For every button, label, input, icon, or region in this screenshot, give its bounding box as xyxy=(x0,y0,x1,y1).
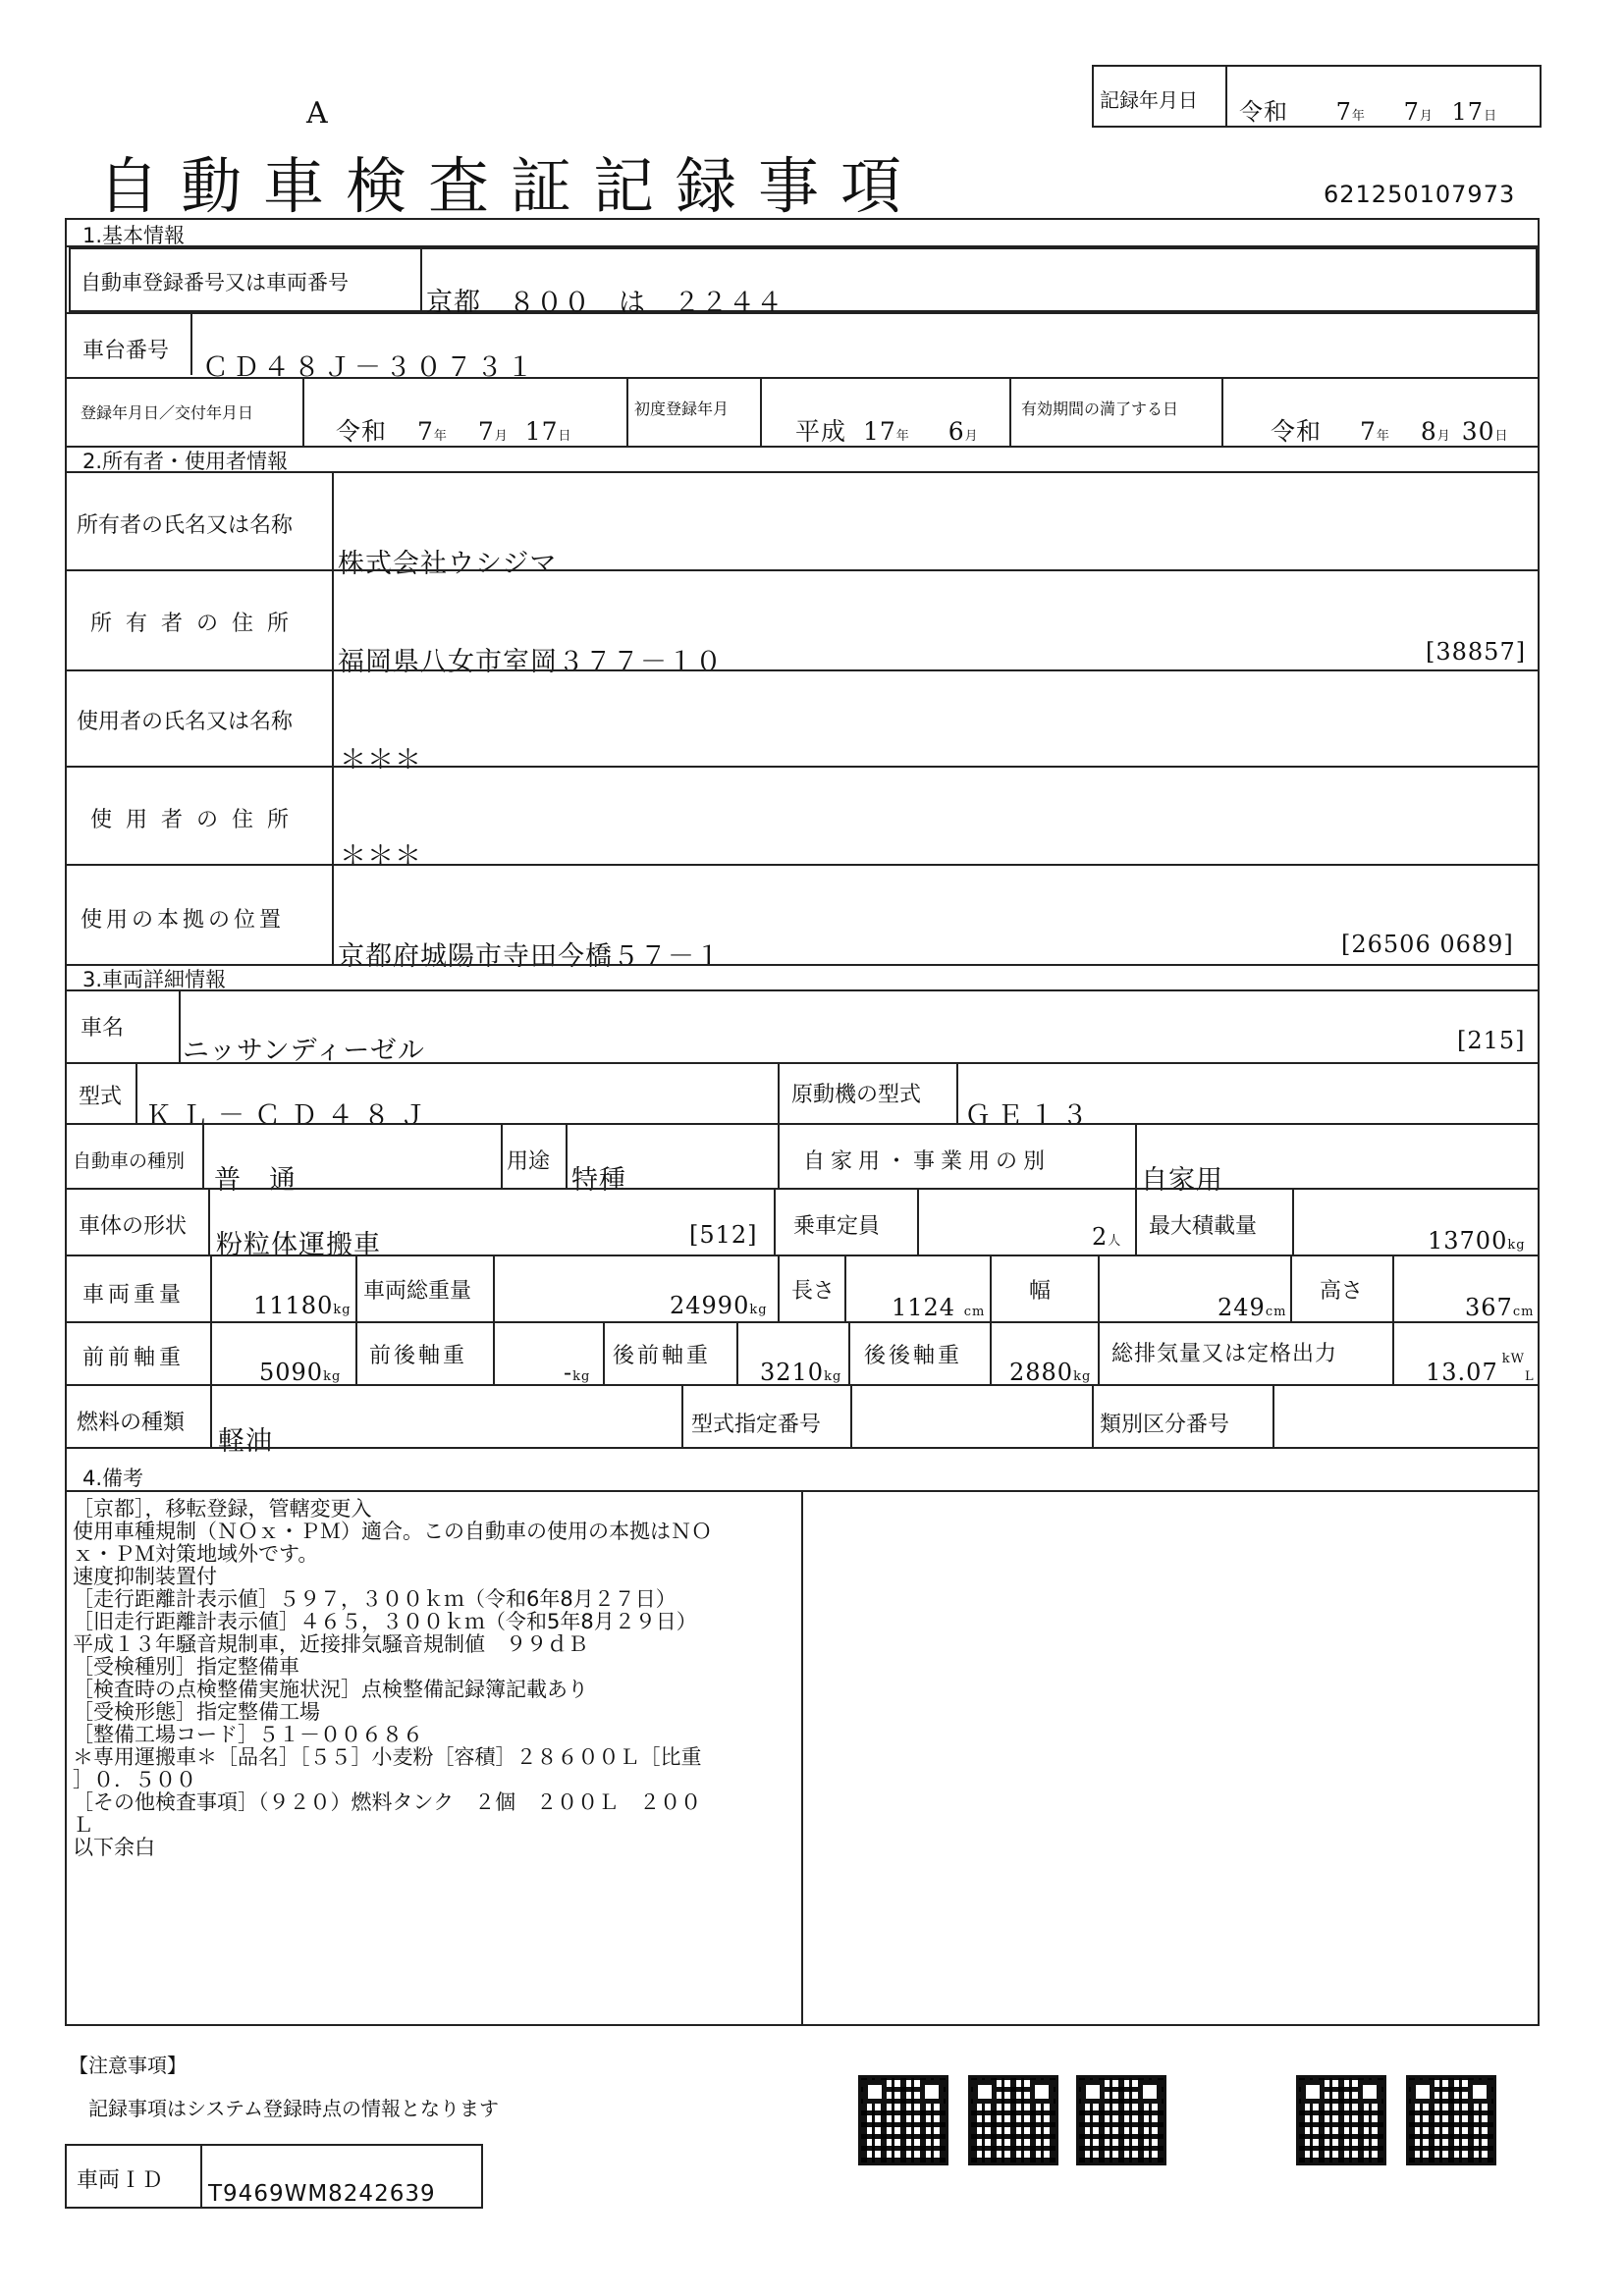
remark-line: ［受検種別］指定整備車 xyxy=(73,1655,299,1679)
category-label: 類別区分番号 xyxy=(1100,1413,1230,1437)
private-label: 自家用・事業用の別 xyxy=(803,1149,1052,1174)
section-1-title: 1.基本情報 xyxy=(82,224,186,247)
make: ニッサンディーゼル xyxy=(183,1036,425,1066)
length-label: 長さ xyxy=(791,1279,836,1304)
owner-name-label: 所有者の氏名又は名称 xyxy=(77,513,294,538)
vehicle-id-label: 車両ＩＤ xyxy=(77,2168,164,2193)
use: 特種 xyxy=(571,1165,626,1196)
section-2-title: 2.所有者・使用者情報 xyxy=(82,450,289,473)
private: 自家用 xyxy=(1141,1165,1223,1196)
max-load: 13700kg xyxy=(1428,1227,1526,1255)
vehicle-type-label: 自動車の種別 xyxy=(73,1150,186,1172)
vehicle-type: 普 通 xyxy=(214,1165,297,1196)
body-shape: 粉粒体運搬車 xyxy=(216,1230,381,1260)
remark-line: ［検査時の点検整備実施状況］点検整備記録簿記載あり xyxy=(73,1678,588,1701)
vehicle-weight: 11180kg xyxy=(253,1292,352,1319)
user-name: ＊＊＊ xyxy=(340,745,422,775)
remark-line: ｘ・ＰＭ対策地域外です。 xyxy=(73,1542,319,1566)
fuel-label: 燃料の種類 xyxy=(77,1411,186,1435)
gross-weight-label: 車両総重量 xyxy=(363,1279,472,1304)
remarks-list xyxy=(73,1498,799,1859)
base-location-code: [26506 0689] xyxy=(1341,931,1514,958)
use-label: 用途 xyxy=(507,1149,551,1174)
owner-address: 福岡県八女市室岡３７７－１０ xyxy=(338,647,723,677)
height-label: 高さ xyxy=(1320,1279,1364,1304)
qr-code-2 xyxy=(968,2075,1058,2165)
owner-address-code: [38857] xyxy=(1426,638,1527,666)
model-label: 型式 xyxy=(79,1085,123,1109)
remark-line: 使用車種規制（ＮＯｘ・ＰＭ）適合。この自動車の使用の本拠はＮＯ xyxy=(73,1520,712,1543)
width: 249cm xyxy=(1218,1294,1287,1321)
reg-date: 令和 7年 7月 17日 xyxy=(336,417,572,446)
qr-code-3 xyxy=(1076,2075,1166,2165)
displacement: 13.07 $^{kW}$L xyxy=(1426,1352,1535,1386)
rf-axle: 3210kg xyxy=(760,1359,842,1386)
displacement-label: 総排気量又は定格出力 xyxy=(1111,1342,1338,1366)
qr-code-4 xyxy=(1296,2075,1386,2165)
first-reg-date: 平成 17年 6月 xyxy=(795,417,979,446)
remark-line: ［その他検査事項］（９２０）燃料タンク ２個 ２００Ｌ ２００ xyxy=(73,1790,702,1814)
engine: ＧＥ１３ xyxy=(964,1100,1094,1131)
rr-axle: 2880kg xyxy=(1009,1359,1092,1386)
reg-number-label: 自動車登録番号又は車両番号 xyxy=(81,271,349,294)
record-date-label: 記録年月日 xyxy=(1100,88,1198,112)
reg-number: 京都 ８００ は ２２４４ xyxy=(426,288,784,318)
max-load-label: 最大積載量 xyxy=(1149,1214,1258,1239)
model: ＫＬ－ＣＤ４８Ｊ xyxy=(145,1100,436,1131)
record-date: 令和 7年 7月 17日 xyxy=(1239,98,1498,126)
width-label: 幅 xyxy=(1029,1279,1052,1304)
fr-axle-label: 前後軸重 xyxy=(369,1344,468,1368)
capacity-label: 乗車定員 xyxy=(793,1214,881,1239)
remark-line: ］０．５００ xyxy=(73,1768,196,1791)
notice-text: 記録事項はシステム登録時点の情報となります xyxy=(88,2097,499,2120)
base-location-label: 使用の本拠の位置 xyxy=(81,908,286,933)
user-address-label: 使用者の住所 xyxy=(90,808,303,832)
base-location: 京都府城陽市寺田今橋５７－１ xyxy=(338,941,723,972)
length: 1124 cm xyxy=(892,1294,986,1321)
remark-line: ［受検形態］指定整備工場 xyxy=(73,1700,320,1724)
remark-line: ＊専用運搬車＊［品名］［５５］小麦粉［容積］２８６００Ｌ［比重 xyxy=(73,1745,702,1769)
user-name-label: 使用者の氏名又は名称 xyxy=(77,710,294,734)
make-code: [215] xyxy=(1457,1027,1526,1054)
vehicle-id: T9469WM8242639 xyxy=(208,2181,436,2207)
remark-line: ［走行距離計表示値］５９７，３００ｋｍ（令和6年8月２７日） xyxy=(73,1587,677,1611)
rf-axle-label: 後前軸重 xyxy=(613,1344,712,1368)
type-designation-label: 型式指定番号 xyxy=(691,1413,822,1437)
first-reg-label: 初度登録年月 xyxy=(634,400,730,418)
owner-name: 株式会社ウシジマ xyxy=(338,549,558,579)
chassis-label: 車台番号 xyxy=(82,339,170,363)
remark-line: ［京都］，移転登録，管轄変更入 xyxy=(73,1497,372,1521)
gross-weight: 24990kg xyxy=(670,1292,768,1319)
ff-axle-label: 前前軸重 xyxy=(82,1346,186,1370)
capacity: 2人 xyxy=(1092,1223,1122,1251)
owner-address-label: 所有者の住所 xyxy=(90,612,303,636)
expiry-date: 令和 7年 8月 30日 xyxy=(1271,417,1509,446)
remark-line: ［旧走行距離計表示値］４６５，３００ｋｍ（令和5年8月２９日） xyxy=(73,1610,697,1633)
body-shape-label: 車体の形状 xyxy=(79,1214,188,1239)
height: 367cm xyxy=(1465,1294,1535,1321)
qr-code-1 xyxy=(858,2075,948,2165)
vehicle-weight-label: 車両重量 xyxy=(82,1283,186,1308)
fr-axle: -kg xyxy=(564,1359,591,1386)
rr-axle-label: 後後軸重 xyxy=(864,1344,963,1368)
section-3-title: 3.車両詳細情報 xyxy=(82,968,227,991)
body-shape-code: [512] xyxy=(689,1221,758,1249)
make-label: 車名 xyxy=(81,1016,125,1041)
document-title: 自動車検査証記録事項 xyxy=(98,150,924,222)
chassis-number: ＣＤ４８Ｊ－３０７３１ xyxy=(202,352,537,383)
fuel: 軽油 xyxy=(218,1426,273,1457)
remark-line: 以下余白 xyxy=(73,1836,155,1859)
document-number: 621250107973 xyxy=(1324,181,1516,208)
form-marker: A xyxy=(306,96,328,131)
reg-date-label: 登録年月日／交付年月日 xyxy=(81,403,254,422)
remark-line: Ｌ xyxy=(73,1813,93,1837)
section-4-title: 4.備考 xyxy=(82,1467,144,1490)
notice-title: 【注意事項】 xyxy=(69,2054,187,2077)
ff-axle: 5090kg xyxy=(259,1359,342,1386)
remark-line: 平成１３年騒音規制車，近接排気騒音規制値 ９９ｄＢ xyxy=(73,1632,588,1656)
expiry-label: 有効期間の満了する日 xyxy=(1021,400,1179,418)
remark-line: 速度抑制装置付 xyxy=(73,1565,217,1588)
remark-line: ［整備工場コード］５１－００６８６ xyxy=(73,1723,423,1746)
user-address: ＊＊＊ xyxy=(340,841,422,872)
engine-label: 原動機の型式 xyxy=(791,1083,922,1107)
qr-code-5 xyxy=(1406,2075,1496,2165)
